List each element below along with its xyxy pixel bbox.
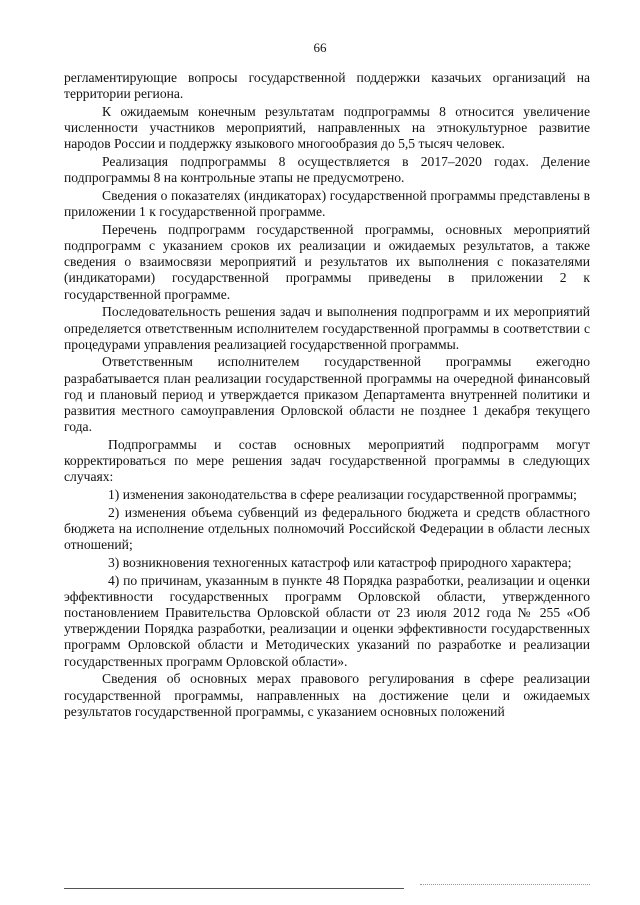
list-item: 1) изменения законодательства в сфере реализации государственной программы;: [108, 487, 577, 503]
list-item: 2) изменения объема субвенций из федерального бюджета и средств областного бюджета на исполнение отдельных полномочий Российской Федерации в области лесных отношений;: [64, 504, 590, 553]
page-number: 66: [313, 40, 327, 55]
paragraph-sequence: Последовательность решения задач и выполнения подпрограмм и их мероприятий определяется ответственным исполнителем государственной программы в соответствии с процедурами управления реализацией государственной программы.: [64, 304, 590, 352]
document-body: [64, 70, 590, 721]
list-item: 4) по причинам, указанным в пункте 48 Порядка разработки, реализации и оценки эффективности государственных программ Орловской области, утвержденного постановлением Правительства Орловской области от 23 июля 2012 года № 255 «Об утверждении Порядка разработки, реализации и оценки эффективности государственных программ Орловской области и Методических указаний по разработке и реализации государственных программ Орловской области».: [64, 572, 590, 669]
paragraph-indicators: Сведения о показателях (индикаторах) государственной программы представлены в приложении 1 к государственной программе.: [64, 187, 590, 220]
paragraph-implementation-period: Реализация подпрограммы 8 осуществляется в 2017–2020 годах. Деление подпрограммы 8 на контрольные этапы не предусмотрено.: [64, 154, 590, 186]
paragraph-legal-regulation: Сведения об основных мерах правового регулирования в сфере реализации государственной программы, направленных на достижение цели и ожидаемых результатов государственной программы, с указанием основных положений: [64, 671, 590, 719]
paragraph-expected-results: К ожидаемым конечным результатам подпрограммы 8 относится увеличение численности участников мероприятий, направленных на этнокультурное развитие народов России и поддержку языкового многообразия до 5,5 тысяч человек.: [64, 103, 590, 152]
footer-scan-mark: [420, 884, 590, 885]
paragraph-continuation: регламентирующие вопросы государственной поддержки казачьих организаций на территории региона.: [64, 70, 590, 102]
paragraph-annual-plan: Ответственным исполнителем государственной программы ежегодно разрабатывается план реализации государственной программы на очередной финансовый год и плановый период и утверждается приказом Департамента внутренней политики и развития местного самоуправления Орловской области не позднее 1 декабря текущего года.: [64, 354, 590, 435]
paragraph-adjustment-cases: Подпрограммы и состав основных мероприятий подпрограмм могут корректироваться по мере решения задач государственной программы в следующих случаях:: [64, 436, 590, 485]
list-item: 3) возникновения техногенных катастроф или катастроф природного характера;: [108, 554, 572, 570]
paragraph-list-of-subprograms: Перечень подпрограмм государственной программы, основных мероприятий подпрограмм с указанием сроков их реализации и ожидаемых результатов, а также сведения о взаимосвязи мероприятий и результатов их выполнения с показателями (индикаторами) государственной программы приведены в приложении 2 к государственной программе.: [64, 221, 590, 302]
footer-divider: [64, 888, 404, 889]
